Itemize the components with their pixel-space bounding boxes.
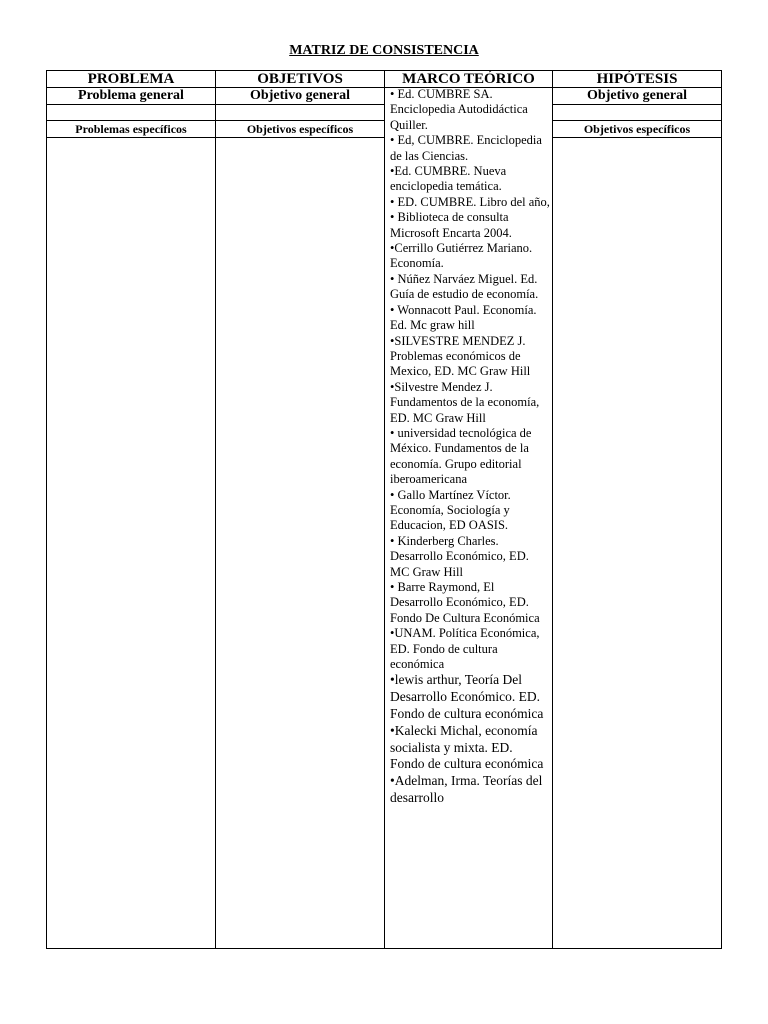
reference-item: • Ed. CUMBRE SA. Enciclopedia Autodidáctica Quiller. bbox=[390, 87, 528, 132]
reference-item: •Ed. CUMBRE. Nueva enciclopedia temática. bbox=[390, 164, 507, 194]
reference-item: • Barre Raymond, El Desarrollo Económico, ED. Fondo De Cultura Económica bbox=[390, 580, 540, 625]
table-rule-specific-right bbox=[552, 137, 722, 138]
table-border-left bbox=[46, 70, 47, 949]
hipotesis-general-label: Objetivo general bbox=[587, 88, 687, 103]
hipotesis-especificos-label: Objetivos específicos bbox=[583, 122, 691, 136]
table-col-divider-2 bbox=[384, 70, 385, 949]
header-hipotesis: HIPÓTESIS bbox=[596, 71, 678, 87]
table-rule-general-right bbox=[552, 104, 722, 105]
reference-item: •Cerrillo Gutiérrez Mariano. Economía. bbox=[390, 241, 533, 271]
reference-item: •Kalecki Michal, economía socialista y mixta. ED. Fondo de cultura económica bbox=[390, 722, 544, 772]
problemas-especificos-label: Problemas específicos bbox=[75, 122, 187, 136]
reference-item: •Adelman, Irma. Teorías del desarrollo bbox=[390, 773, 543, 806]
reference-item: •lewis arthur, Teoría Del Desarrollo Económico. ED. Fondo de cultura económica bbox=[390, 672, 544, 722]
table-rule-blank-right bbox=[552, 120, 722, 121]
header-objetivos: OBJETIVOS bbox=[257, 71, 343, 87]
reference-item: • universidad tecnológica de México. Fundamentos de la economía. Grupo editorial iberoamericana bbox=[390, 425, 532, 487]
problema-general-label: Problema general bbox=[78, 88, 184, 103]
header-marco-teorico: MARCO TEÓRICO bbox=[402, 71, 535, 87]
reference-item: • Kinderberg Charles. Desarrollo Económico, ED. MC Graw Hill bbox=[390, 533, 529, 579]
reference-item: • Biblioteca de consulta Microsoft Encarta 2004. bbox=[390, 210, 512, 240]
table-border-right bbox=[721, 70, 722, 949]
table-col-divider-1 bbox=[215, 70, 216, 949]
reference-item: • ED. CUMBRE. Libro del año, bbox=[390, 194, 550, 209]
header-problema: PROBLEMA bbox=[87, 71, 175, 87]
reference-item: • Ed, CUMBRE. Enciclopedia de las Ciencias. bbox=[390, 133, 542, 163]
table-col-divider-3 bbox=[552, 70, 553, 949]
reference-item: •Silvestre Mendez J. Fundamentos de la economía, ED. MC Graw Hill bbox=[390, 379, 540, 425]
reference-item: • Wonnacott Paul. Economía. Ed. Mc graw hill bbox=[390, 302, 537, 333]
reference-item: • Núñez Narváez Miguel. Ed. Guía de estudio de economía. bbox=[390, 271, 539, 302]
reference-item: •SILVESTRE MENDEZ J. Problemas económicos de Mexico, ED. MC Graw Hill bbox=[390, 333, 531, 379]
marco-teorico-references bbox=[390, 87, 550, 807]
reference-item: •UNAM. Política Económica, ED. Fondo de cultura económica bbox=[390, 626, 540, 672]
objetivo-general-label: Objetivo general bbox=[250, 88, 350, 103]
reference-item: • Gallo Martínez Víctor. Economía, Sociología y Educacion, ED OASIS. bbox=[390, 487, 511, 533]
page-title: MATRIZ DE CONSISTENCIA bbox=[289, 43, 479, 58]
objetivos-especificos-label: Objetivos específicos bbox=[246, 122, 354, 136]
